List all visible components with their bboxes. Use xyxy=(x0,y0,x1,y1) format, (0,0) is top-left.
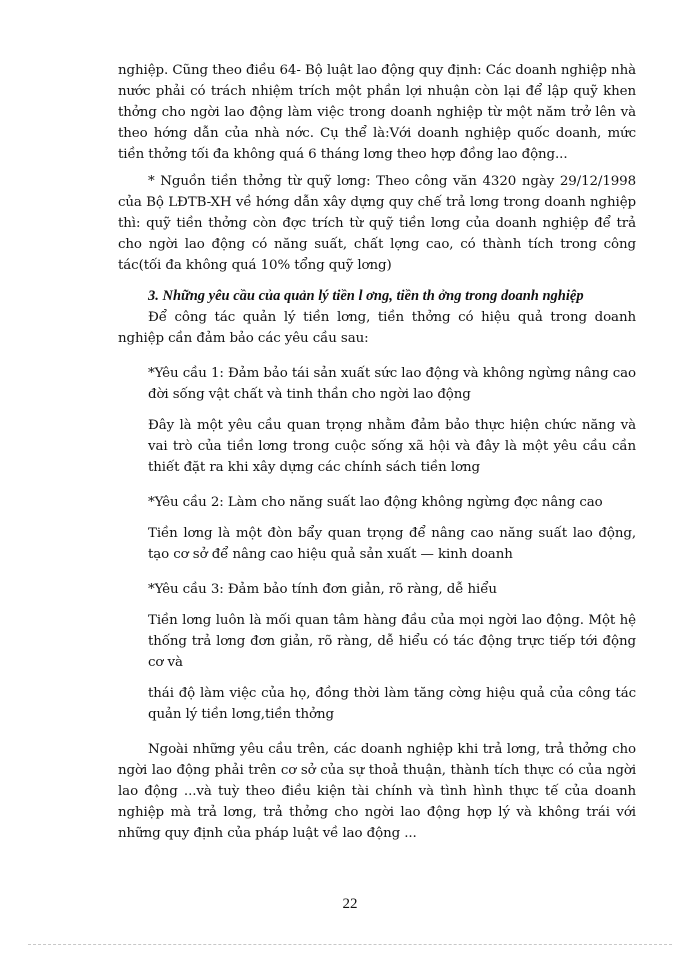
requirement-2-title: *Yêu cầu 2: Làm cho năng suất lao động không ngừng đợc nâng cao xyxy=(148,495,603,510)
requirement-1-title: *Yêu cầu 1: Đảm bảo tái sản xuất sức lao động và không ngừng nâng cao đời sống vật chất và tinh thần cho ngời lao động xyxy=(148,366,636,402)
requirement-3-title: *Yêu cầu 3: Đảm bảo tính đơn giản, rõ ràng, dễ hiểu xyxy=(148,582,497,597)
requirement-3-body-part1: Tiền lơng luôn là mối quan tâm hàng đầu của mọi ngời lao động. Một hệ thống trả lơng đơn giản, rõ ràng, dễ hiểu có tác động trực tiếp tới động cơ và xyxy=(148,613,636,670)
document-body xyxy=(118,60,636,844)
paragraph-bonus-source: * Nguồn tiền thởng từ quỹ lơng: Theo công văn 4320 ngày 29/12/1998 của Bộ LĐTB-XH về hớng dẫn xây dựng quy chế trả lơng trong doanh nghiệp thì: quỹ tiền thởng còn đợc trích từ quỹ tiền lơng của doanh nghiệp để trả cho ngời lao động có năng suất, chất lợng cao, có thành tích trong công tác(tối đa không quá 10% tổng quỹ lơng) xyxy=(118,174,636,273)
requirement-1-body: Đây là một yêu cầu quan trọng nhằm đảm bảo thực hiện chức năng và vai trò của tiền lơng trong cuộc sống xã hội và đây là một yêu cầu cần thiết đặt ra khi xây dựng các chính sách tiền lơng xyxy=(148,418,636,475)
paragraph-requirements-intro: Để công tác quản lý tiền lơng, tiền thởng có hiệu quả trong doanh nghiệp cần đảm bảo các yêu cầu sau: xyxy=(118,310,636,346)
requirement-3-body-part2: thái độ làm việc của họ, đồng thời làm tăng cờng hiệu quả của công tác quản lý tiền lơng,tiền thởng xyxy=(148,686,636,722)
page-number: 22 xyxy=(342,896,358,912)
page-bottom-divider xyxy=(28,944,672,945)
requirement-2-body: Tiền lơng là một đòn bẩy quan trọng để nâng cao năng suất lao động, tạo cơ sở để nâng cao hiệu quả sản xuất — kinh doanh xyxy=(148,526,636,562)
paragraph-conclusion: Ngoài những yêu cầu trên, các doanh nghiệp khi trả lơng, trả thởng cho ngời lao động phải trên cơ sở của sự thoả thuận, thành tích thực có của ngời lao động ...và tuỳ theo điều kiện tài chính và tình hình thực tế của doanh nghiệp mà trả lơng, trả thởng cho ngời lao động hợp lý và không trái với những quy định của pháp luật về lao động ... xyxy=(118,742,636,841)
section-heading: 3. Những yêu cầu của quản lý tiền l ơng, tiền th ởng trong doanh nghiệp xyxy=(148,288,584,304)
paragraph-bonus-regulation: nghiệp. Cũng theo điều 64- Bộ luật lao động quy định: Các doanh nghiệp nhà nước phải có trách nhiệm trích một phần lợi nhuận còn lại để lập quỹ khen thởng cho ngời lao động làm việc trong doanh nghiệp từ một năm trở lên và theo hớng dẫn của nhà nớc. Cụ thể là:Với doanh nghiệp quốc doanh, mức tiền thởng tối đa không quá 6 tháng lơng theo hợp đồng lao động... xyxy=(118,63,636,162)
